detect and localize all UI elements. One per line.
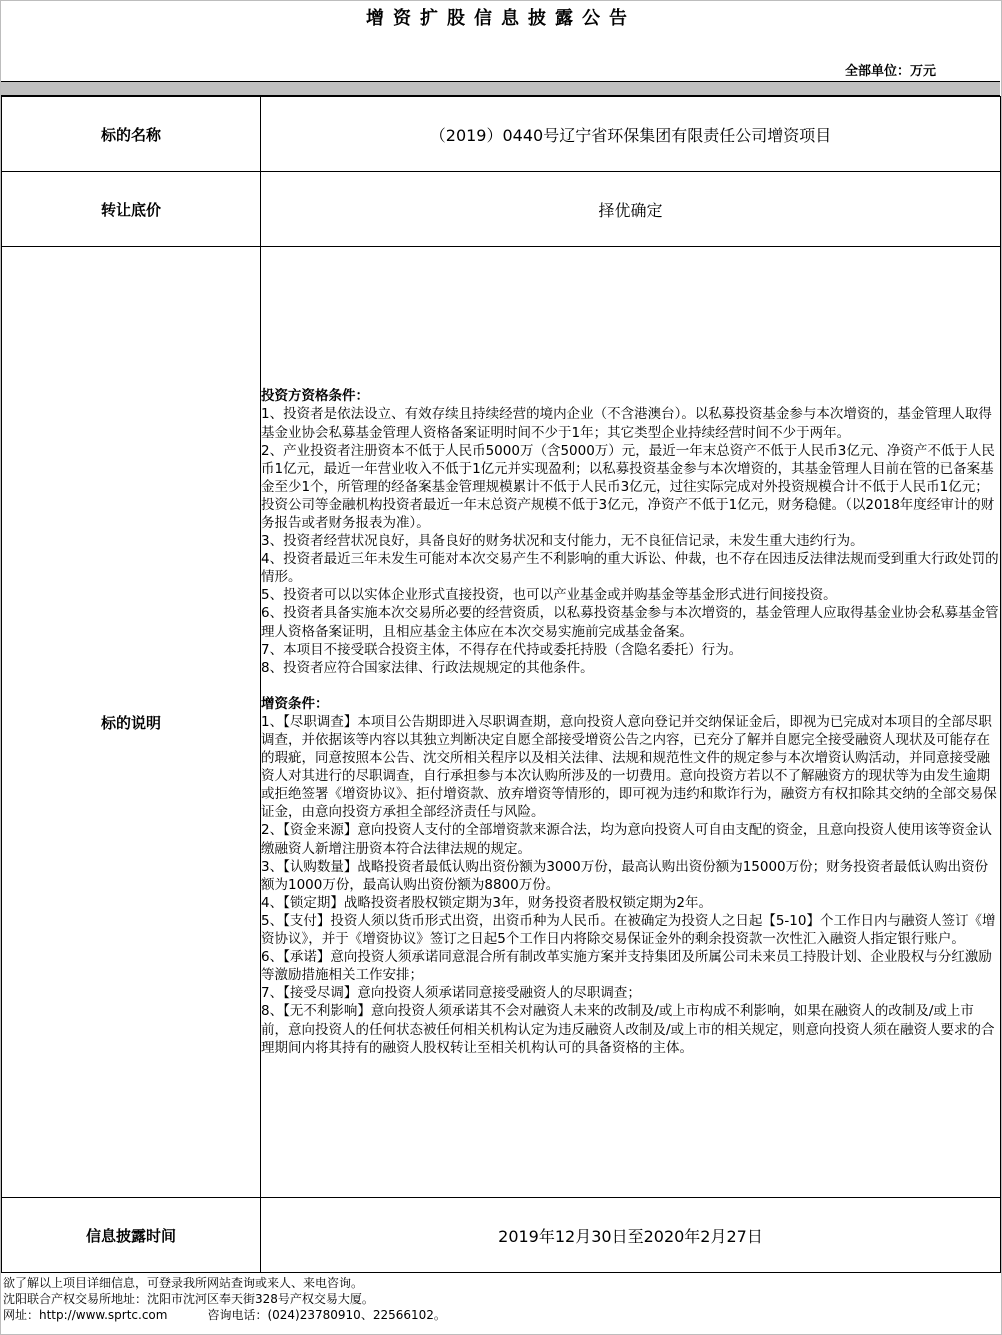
section-gap: [261, 677, 1000, 695]
qualification-item-5: 5、投资者可以以实体企业形式直接投资，也可以产业基金或并购基金等基金形式进行间接投资。: [261, 587, 837, 604]
footer-line-1: 欲了解以上项目详细信息，可登录我所网站查询或来人、来电咨询。: [3, 1276, 364, 1290]
conditions-title: 增资条件：: [261, 695, 329, 712]
condition-item-7: 7、【接受尽调】意向投资人须承诺同意接受融资人的尽职调查；: [261, 985, 641, 1002]
qualification-title: 投资方资格条件：: [261, 388, 369, 405]
condition-item-8: 8、【无不利影响】意向投资人须承诺其不会对融资人未来的改制及/或上市构成不利影响，如果在融资人的改制及/或上市前，意向投资人的任何状态被任何相关机构认定为违反融资人改制及/或上市的相关规定，则意向投资人须在融资人要求的合理期间内将其持有的融资人股权转让至相关机构认可的具备资格的主体。: [261, 1003, 995, 1056]
target-name-value: （2019）0440号辽宁省环保集团有限责任公司增资项目: [261, 97, 1001, 172]
disclosure-table: [1, 96, 1001, 1273]
footer-phone: 咨询电话：(024)23780910、22566102。: [207, 1308, 446, 1322]
description-body: [261, 247, 1001, 1198]
footer: [3, 1275, 446, 1323]
qualification-item-6: 6、投资者具备实施本次交易所必要的经营资质，以私募投资基金参与本次增资的，基金管理人应取得基金业协会私募基金管理人资格备案证明，且相应基金主体应在本次交易实施前完成基金备案。: [261, 605, 999, 640]
condition-item-4: 4、【锁定期】战略投资者股权锁定期为3年，财务投资者股权锁定期为2年。: [261, 894, 713, 911]
condition-item-5: 5、【支付】投资人须以货币形式出资，出资币种为人民币。在被确定为投资人之日起【5-10】个工作日内与融资人签订《增资协议》，并于《增资协议》签订之日起5个工作日内将除交易保证金外的剩余投资款一次性汇入融资人指定银行账户。: [261, 912, 996, 948]
disclosure-time-label: 信息披露时间: [2, 1198, 261, 1273]
qualification-item-4: 4、投资者最近三年未发生可能对本次交易产生不利影响的重大诉讼、仲裁，也不存在因违反法律法规而受到重大行政处罚的情形。: [261, 551, 999, 586]
row-description: [2, 247, 1001, 1198]
condition-item-6: 6、【承诺】意向投资人须承诺同意混合所有制改革实施方案并支持集团及所属公司未来员工持股计划、企业股权与分红激励等激励措施相关工作安排；: [261, 949, 992, 984]
qualification-item-7: 7、本项目不接受联合投资主体，不得存在代持或委托持股（含隐名委托）行为。: [261, 641, 743, 658]
row-target-name: [2, 97, 1001, 172]
header-band: [1, 81, 1000, 96]
qualification-item-3: 3、投资者经营状况良好，具备良好的财务状况和支付能力，无不良征信记录，未发生重大违约行为。: [261, 533, 864, 550]
qualification-item-8: 8、投资者应符合国家法律、行政法规规定的其他条件。: [261, 659, 594, 676]
target-name-label: 标的名称: [2, 97, 261, 172]
row-base-price: [2, 172, 1001, 247]
condition-item-2: 2、【资金来源】意向投资人支付的全部增资款来源合法，均为意向投资人可自由支配的资金，且意向投资人使用该等资金认缴融资人新增注册资本符合法律法规的规定。: [261, 822, 992, 857]
base-price-value: 择优确定: [261, 172, 1001, 247]
condition-item-3: 3、【认购数量】战略投资者最低认购出资份额为3000万份，最高认购出资份额为15000万份；财务投资者最低认购出资份额为1000万份，最高认购出资份额为8800万份。: [261, 858, 989, 893]
footer-website[interactable]: 网址：http://www.sprtc.com: [3, 1308, 168, 1322]
base-price-label: 转让底价: [2, 172, 261, 247]
condition-item-1: 1、【尽职调查】本项目公告期即进入尽职调查期，意向投资人意向登记并交纳保证金后，即视为已完成对本项目的全部尽职调查，并依据该等内容以其独立判断决定自愿全部接受增资公告之内容，已充分了解并自愿完全接受融资人现状及可能存在的瑕疵，同意按照本公告、沈交所相关程序以及相关法律、法规和规范性文件的规定参与本次增资认购活动，并同意接受融资人对其进行的尽职调查，自行承担参与本次认购所涉及的一切费用。意向投资方若以不了解融资方的现状等为由发生逾期或拒绝签署《增资协议》、拒付增资款、放弃增资等情形的，即可视为违约和欺诈行为，融资方有权扣除其交纳的全部交易保证金，由意向投资方承担全部经济责任与风险。: [261, 713, 997, 821]
unit-note: 全部单位：万元: [844, 64, 936, 79]
disclosure-time-value: 2019年12月30日至2020年2月27日: [261, 1198, 1001, 1273]
footer-line-3: [3, 1307, 446, 1323]
description-label: 标的说明: [2, 247, 261, 1198]
row-disclosure-time: [2, 1198, 1001, 1273]
qualification-item-1: 1、投资者是依法设立、有效存续且持续经营的境内企业（不含港澳台）。以私募投资基金参与本次增资的，基金管理人取得基金业协会私募基金管理人资格备案证明时间不少于1年；其它类型企业持续经营时间不少于两年。: [261, 406, 992, 441]
page-title: 增资扩股信息披露公告: [366, 8, 636, 29]
qualification-item-2: 2、产业投资者注册资本不低于人民币5000万（含5000万）元，最近一年末总资产不低于人民币3亿元、净资产不低于人民币1亿元，最近一年营业收入不低于1亿元并实现盈利；以私募投资基金参与本次增资的，其基金管理人目前在管的已备案基金至少1个，所管理的经备案基金管理规模累计不低于人民币3亿元，过往实际完成对外投资规模合计不低于人民币1亿元；投资公司等金融机构投资者最近一年末总资产规模不低于3亿元，净资产不低于1亿元，财务稳健。（以2018年度经审计的财务报告或者财务报表为准）。: [261, 442, 995, 531]
footer-line-2: 沈阳联合产权交易所地址：沈阳市沈河区奉天街328号产权交易大厦。: [3, 1292, 374, 1306]
